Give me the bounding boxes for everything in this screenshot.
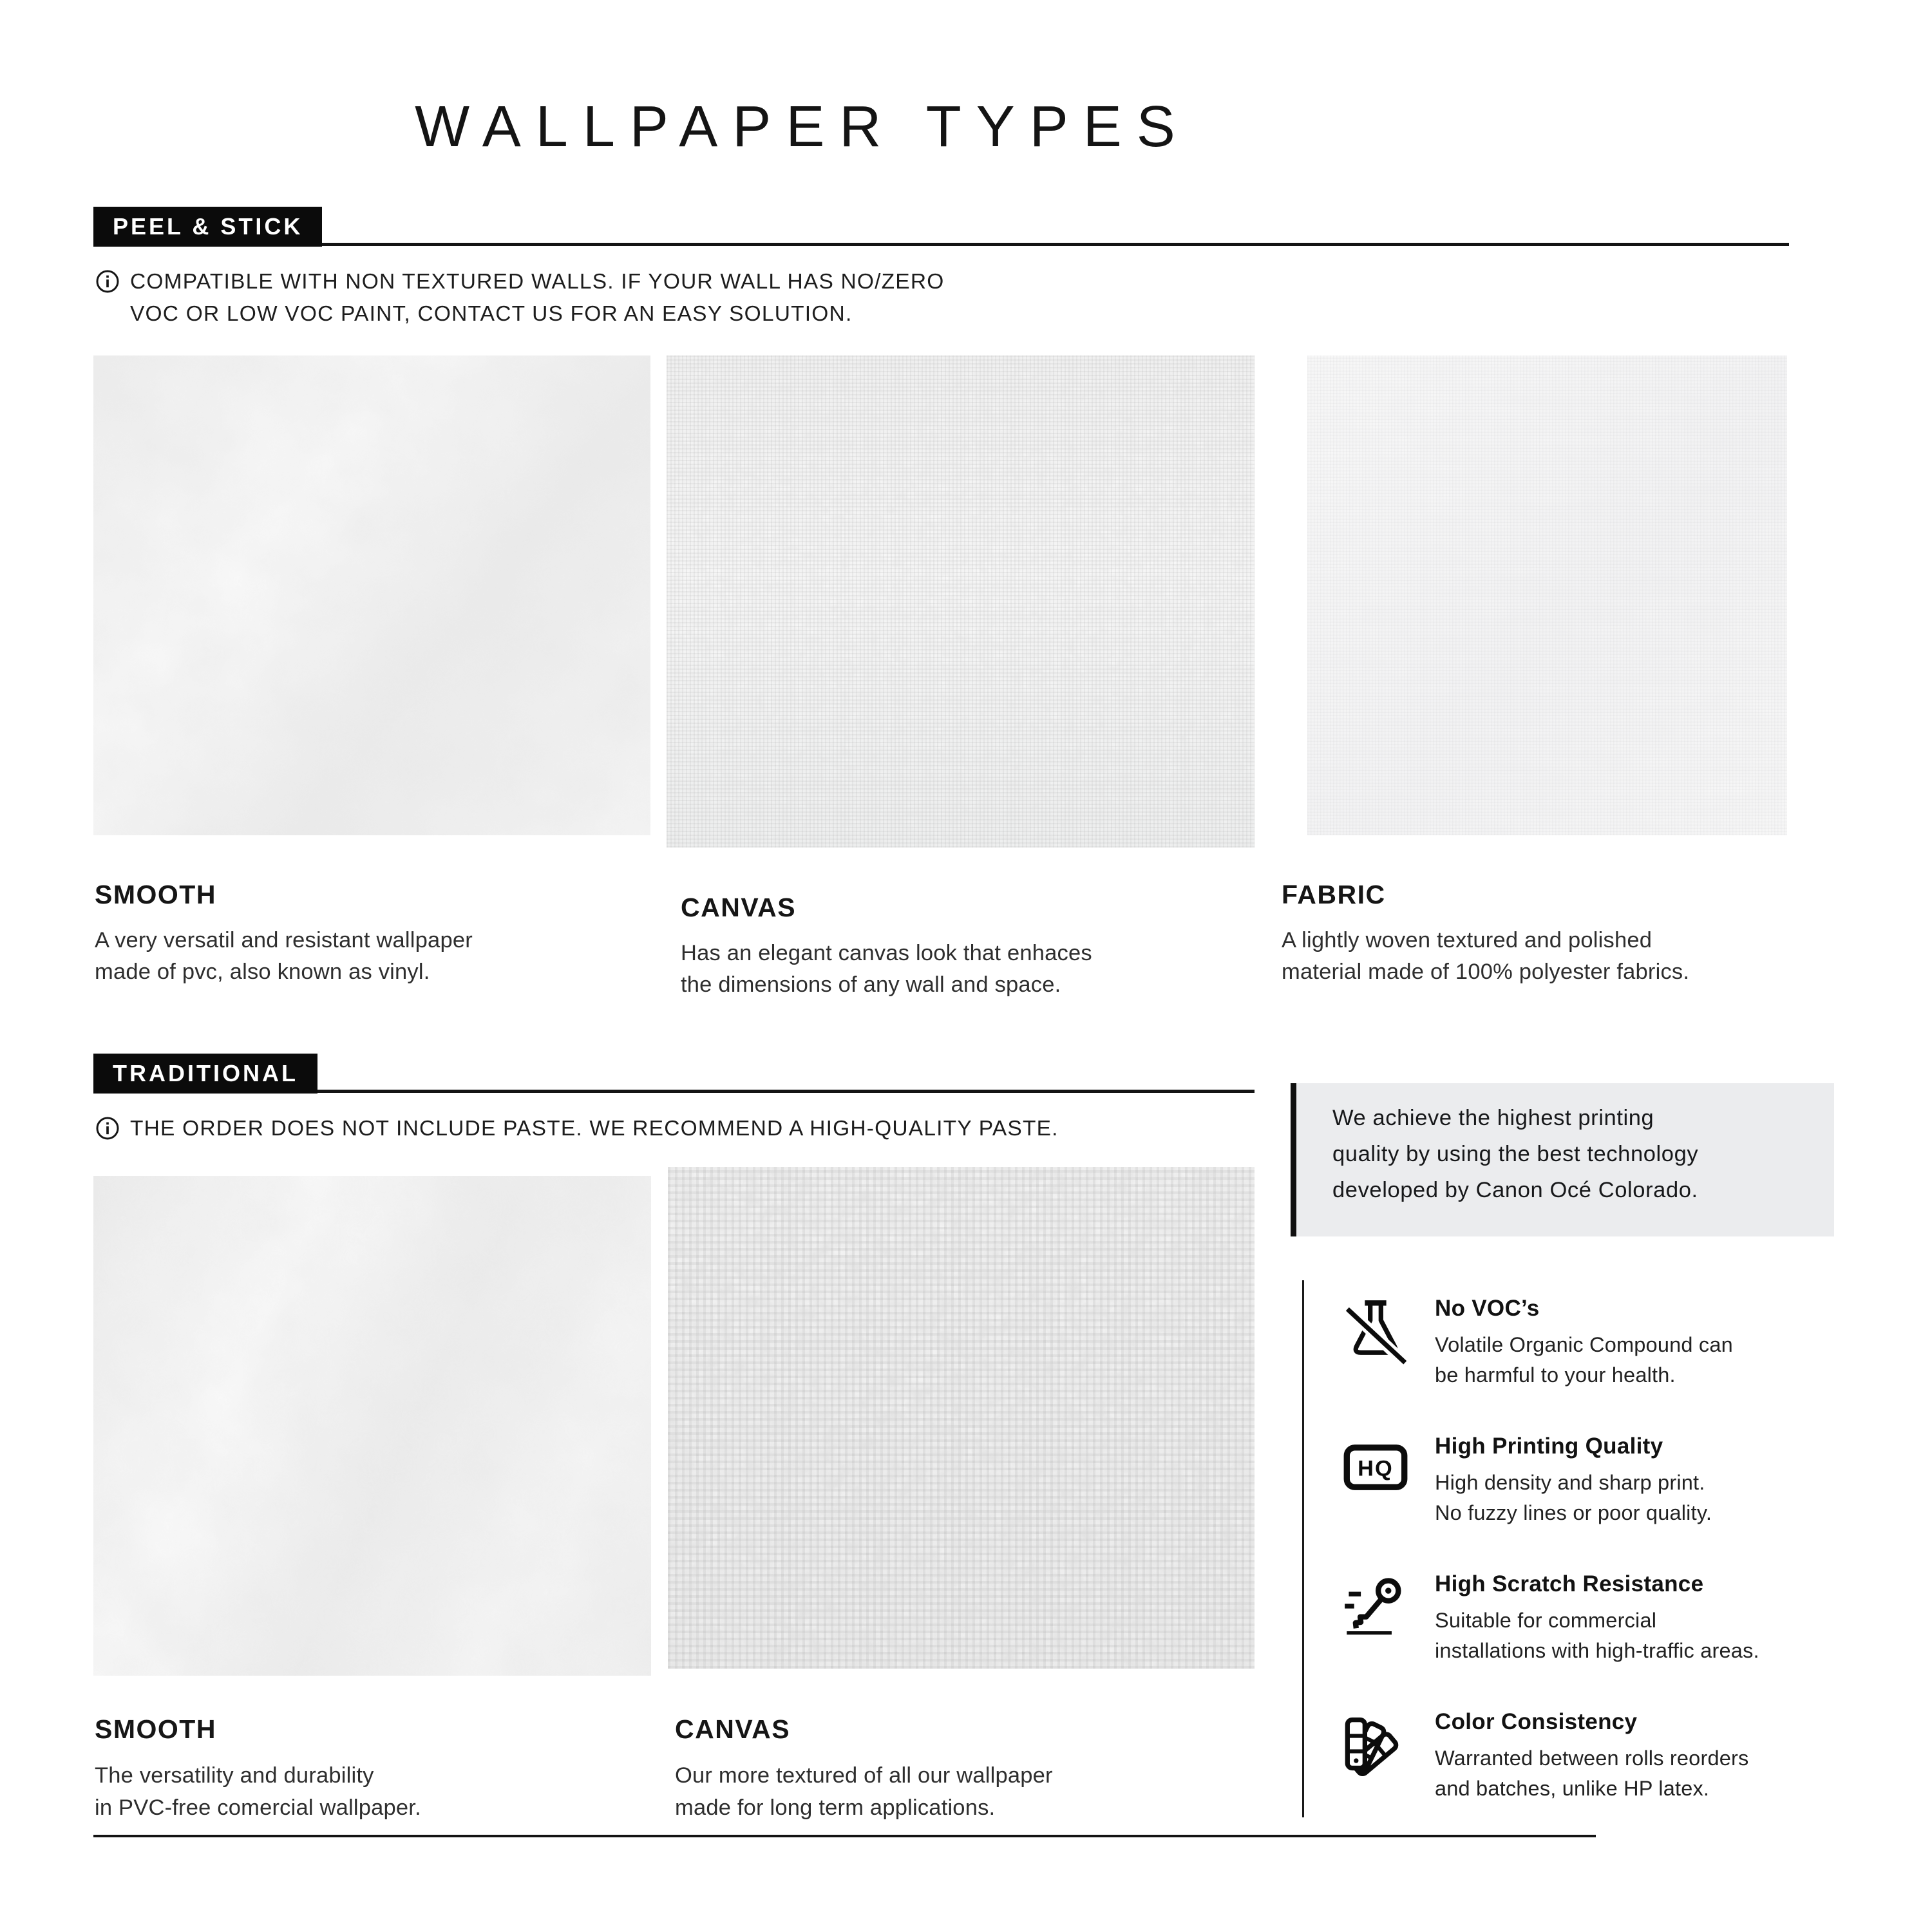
texture-noise [667, 355, 1255, 848]
swatch-title-smooth-traditional: SMOOTH [95, 1714, 216, 1744]
feature-text: Color Consistency Warranted between rolls reorders and batches, unlike HP latex. [1435, 1709, 1749, 1800]
swatch-desc-fabric: A lightly woven textured and polished material made of 100% polyester fabrics. [1282, 928, 1690, 984]
feature-text: No VOC’s Volatile Organic Compound can be harmful to your health. [1435, 1296, 1733, 1387]
texture-noise [1307, 355, 1787, 835]
footer-rule [93, 1835, 1596, 1837]
swatch-desc-canvas-traditional: Our more textured of all our wallpaper made for long term applications. [675, 1763, 1053, 1820]
swatch-traditional-canvas [668, 1167, 1255, 1669]
texture-noise [93, 355, 650, 835]
traditional-note [95, 1113, 1059, 1145]
quality-panel-statement: We achieve the highest printing quality by using the best technology developed by Canon Océ Colorado. [1296, 1083, 1834, 1236]
features-divider-line [1302, 1280, 1304, 1817]
swatch-peel-stick-fabric [1307, 355, 1787, 835]
feature-high-scratch-resistance [1341, 1571, 1862, 1666]
peel-stick-note-text: COMPATIBLE WITH NON TEXTURED WALLS. IF YOUR WALL HAS NO/ZERO VOC OR LOW VOC PAINT, CONTACT US FOR AN EASY SOLUTION. [130, 270, 945, 326]
swatch-desc-smooth-traditional: The versatility and durability in PVC-free comercial wallpaper. [95, 1763, 421, 1820]
swatch-desc-canvas: Has an elegant canvas look that enhaces the dimensions of any wall and space. [681, 941, 1092, 997]
page-title: WALLPAPER TYPES [415, 95, 1190, 159]
texture-noise [668, 1167, 1255, 1669]
feature-no-vocs [1341, 1296, 1862, 1390]
swatch-title-smooth: SMOOTH [95, 880, 216, 909]
swatch-peel-stick-canvas [667, 355, 1255, 848]
traditional-note-text: THE ORDER DOES NOT INCLUDE PASTE. WE RECOMMEND A HIGH-QUALITY PASTE. [130, 1117, 1059, 1141]
quality-panel-accent-bar [1291, 1083, 1296, 1236]
hq-badge-icon [1341, 1434, 1410, 1528]
section-label-traditional: TRADITIONAL [93, 1054, 317, 1094]
texture-noise [93, 1176, 651, 1676]
svg-text:HQ: HQ [1358, 1456, 1394, 1481]
swatch-peel-stick-smooth [93, 355, 650, 835]
feature-text: High Scratch Resistance Suitable for commercial installations with high-traffic areas. [1435, 1571, 1759, 1662]
scratch-key-icon [1341, 1571, 1410, 1666]
swatch-traditional-smooth [93, 1176, 651, 1676]
feature-color-consistency [1341, 1709, 1862, 1804]
no-voc-flask-icon [1341, 1296, 1410, 1390]
swatch-desc-smooth: A very versatil and resistant wallpaper made of pvc, also known as vinyl. [95, 928, 473, 984]
swatch-title-canvas: CANVAS [681, 893, 797, 922]
section-rule-peel-stick [93, 243, 1789, 246]
feature-high-printing-quality [1341, 1434, 1862, 1528]
peel-stick-note [95, 266, 945, 330]
feature-text: High Printing Quality High density and sharp print. No fuzzy lines or poor quality. [1435, 1434, 1712, 1524]
info-icon [95, 269, 120, 330]
swatch-title-fabric: FABRIC [1282, 880, 1386, 909]
swatch-title-canvas-traditional: CANVAS [675, 1714, 791, 1744]
color-swatches-icon [1341, 1709, 1410, 1804]
info-icon [95, 1116, 120, 1145]
section-label-peel-stick: PEEL & STICK [93, 207, 322, 247]
